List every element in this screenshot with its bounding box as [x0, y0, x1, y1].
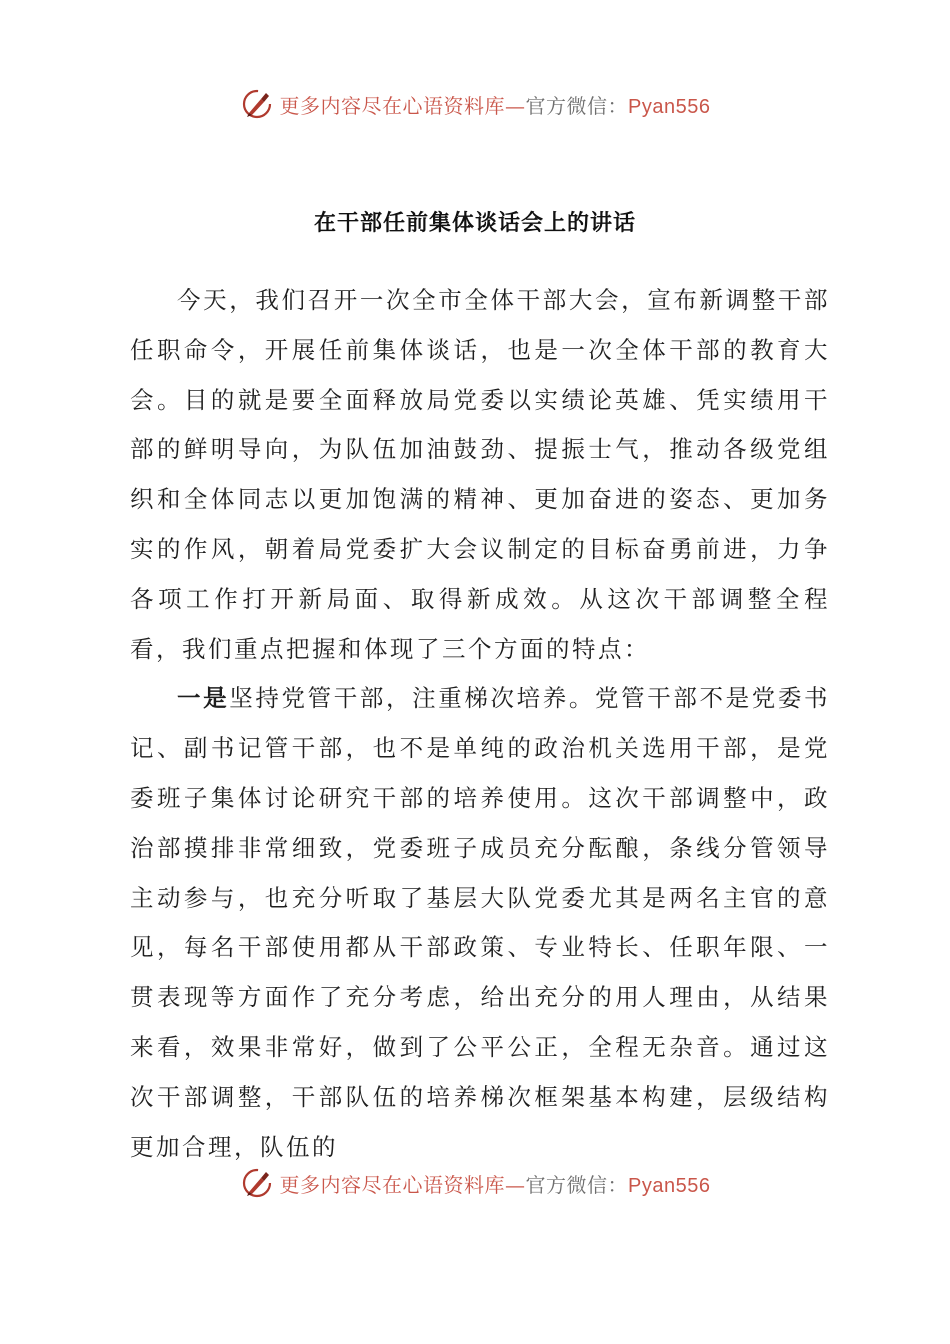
watermark-banner-top [0, 84, 950, 124]
watermark-main: 更多内容尽在心语资料库 [279, 93, 506, 118]
paragraph-first-point [130, 674, 830, 1172]
watermark-main: 更多内容尽在心语资料库 [279, 1172, 506, 1197]
watermark-id: Pyan556 [628, 1174, 711, 1197]
pen-logo-icon [240, 87, 274, 121]
watermark-dash: — [505, 1172, 526, 1197]
watermark-banner-bottom [0, 1163, 950, 1203]
watermark-label: 官方微信： [525, 1172, 629, 1197]
document-body [130, 276, 830, 1172]
paragraph-first-point-text: 坚持党管干部，注重梯次培养。党管干部不是党委书记、副书记管干部，也不是单纯的政治机关选用干部，是党委班子集体讨论研究干部的培养使用。这次干部调整中，政治部摸排非常细致，党委班子成员充分酝酿，条线分管领导主动参与，也充分听取了基层大队党委尤其是两名主官的意见，每名干部使用都从干部政策、专业特长、任职年限、一贯表现等方面作了充分考虑，给出充分的用人理由，从结果来看，效果非常好，做到了公平公正，全程无杂音。通过这次干部调整，干部队伍的培养梯次框架基本构建，层级结构更加合理，队伍的 [130, 684, 830, 1161]
paragraph-intro-text: 今天，我们召开一次全市全体干部大会，宣布新调整干部任职命令，开展任前集体谈话，也是一次全体干部的教育大会。目的就是要全面释放局党委以实绩论英雄、凭实绩用干部的鲜明导向，为队伍加油鼓劲、提振士气，推动各级党组织和全体同志以更加饱满的精神、更加奋进的姿态、更加务实的作风，朝着局党委扩大会议制定的目标奋勇前进，力争各项工作打开新局面、取得新成效。从这次干部调整全程看，我们重点把握和体现了三个方面的特点： [130, 286, 830, 663]
pen-logo-icon [240, 1166, 274, 1200]
watermark-text [280, 1169, 711, 1198]
watermark-id: Pyan556 [628, 95, 711, 118]
watermark-text [280, 90, 711, 119]
watermark-dash: — [505, 93, 526, 118]
paragraph-lead: 一是 [177, 684, 230, 713]
document-title: 在干部任前集体谈话会上的讲话 [313, 211, 636, 236]
paragraph-intro [130, 276, 830, 674]
watermark-label: 官方微信： [525, 93, 629, 118]
